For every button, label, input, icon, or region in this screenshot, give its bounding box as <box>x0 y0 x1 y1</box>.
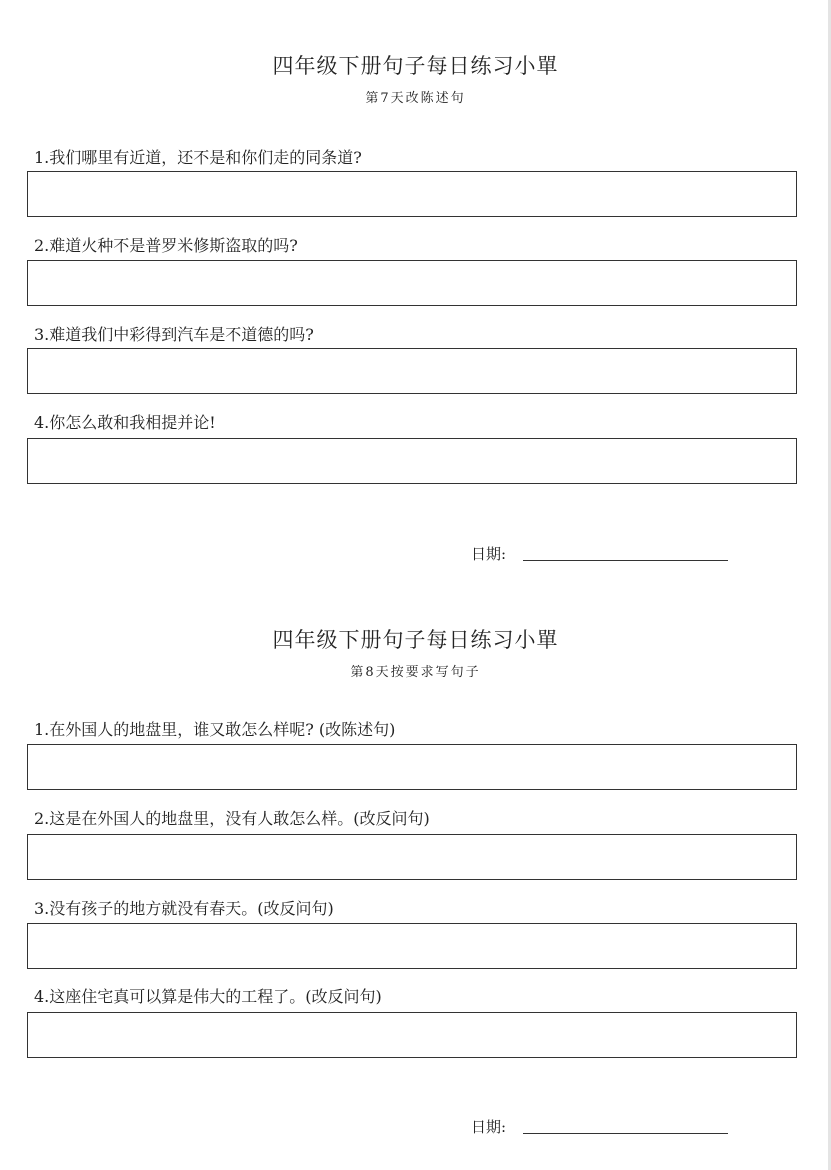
sheet2-date-label: 日期: <box>471 1118 507 1136</box>
sheet1-answer-box-2[interactable] <box>27 260 797 306</box>
sheet2-title: 四年级下册句子每日练习小單 <box>272 628 559 652</box>
sheet1-question-2: 2.难道火种不是普罗米修斯盗取的吗? <box>34 236 298 255</box>
sheet2-subtitle: 第8天按要求写句子 <box>350 665 481 680</box>
sheet1-question-1: 1.我们哪里有近道，还不是和你们走的同条道? <box>34 148 362 167</box>
sheet1-answer-box-1[interactable] <box>27 171 797 217</box>
sheet2-question-2: 2.这是在外国人的地盘里，没有人敢怎么样。(改反问句) <box>34 809 430 828</box>
sheet2-question-3: 3.没有孩子的地方就没有春天。(改反问句) <box>34 899 334 918</box>
sheet2-question-4: 4.这座住宅真可以算是伟大的工程了。(改反问句) <box>34 987 382 1006</box>
sheet1-answer-box-3[interactable] <box>27 348 797 394</box>
sheet2-answer-box-2[interactable] <box>27 834 797 880</box>
sheet2-date-field[interactable] <box>523 1133 728 1134</box>
sheet1-date-field[interactable] <box>523 560 728 561</box>
sheet1-answer-box-4[interactable] <box>27 438 797 484</box>
sheet2-answer-box-4[interactable] <box>27 1012 797 1058</box>
sheet1-question-4: 4.你怎么敢和我相提并论! <box>34 413 216 432</box>
sheet2-answer-box-1[interactable] <box>27 744 797 790</box>
sheet1-question-3: 3.难道我们中彩得到汽车是不道德的吗? <box>34 325 314 344</box>
sheet1-title: 四年级下册句子每日练习小單 <box>272 54 559 78</box>
sheet2-answer-box-3[interactable] <box>27 923 797 969</box>
sheet1-subtitle: 第7天改陈述句 <box>365 91 466 106</box>
sheet1-date-label: 日期: <box>471 545 507 563</box>
sheet2-question-1: 1.在外国人的地盘里，谁又敢怎么样呢? (改陈述句) <box>34 720 396 739</box>
